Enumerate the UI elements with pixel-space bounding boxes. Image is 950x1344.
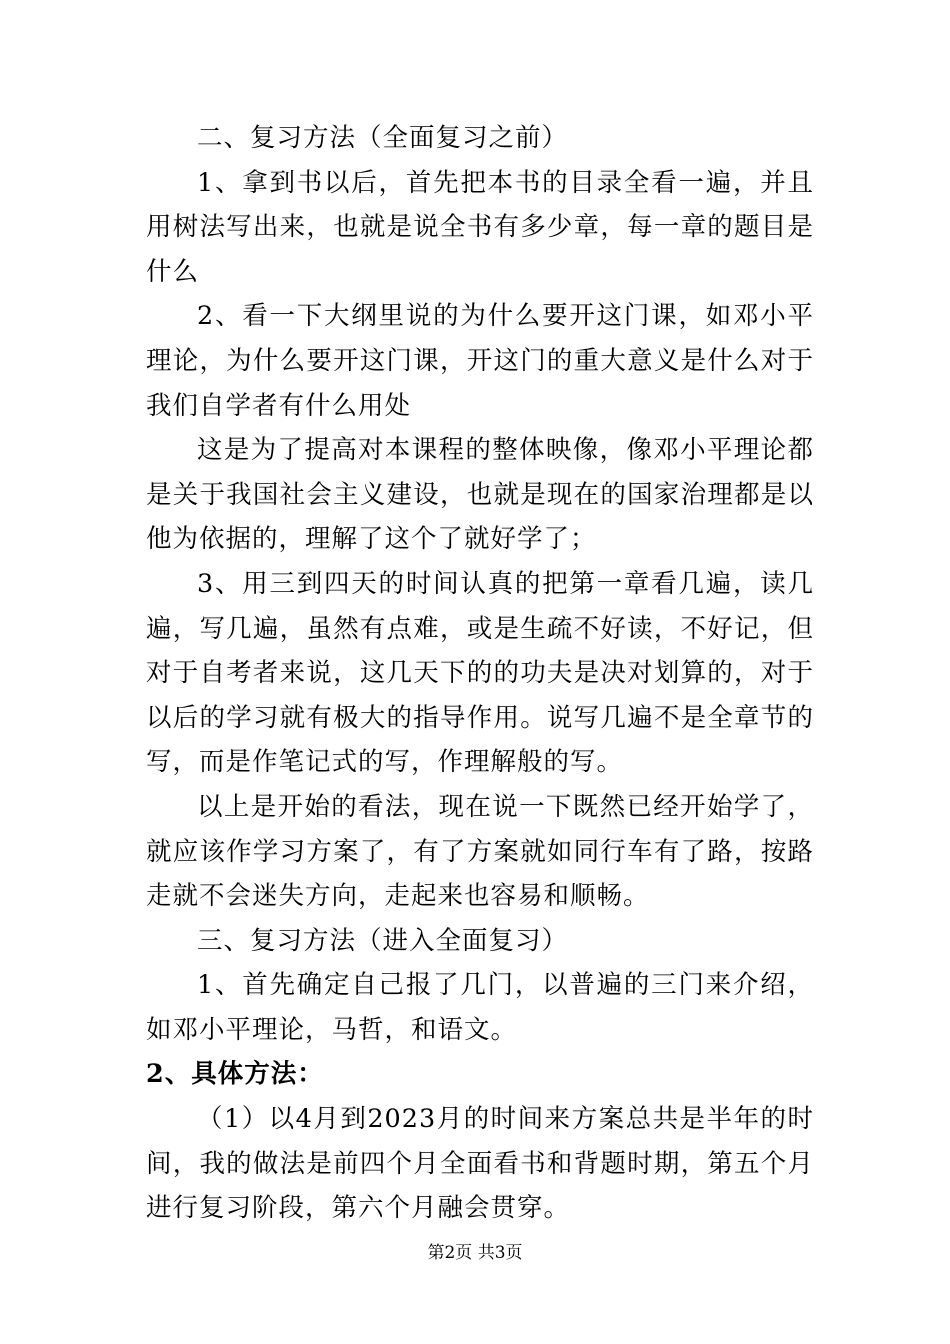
document-body	[146, 116, 814, 1231]
paragraph-step-3-first-chapter: 3、用三到四天的时间认真的把第一章看几遍，读几遍，写几遍，虽然有点难，或是生疏不好读，不好记，但对于自考者来说，这几天下的的功夫是决对划算的，对于以后的学习就有极大的指导作用。说写几遍不是全章节的写，而是作笔记式的写，作理解般的写。	[146, 568, 814, 778]
section-heading-review-before: 二、复习方法（全面复习之前）	[197, 123, 569, 153]
page-number-footer: 第2页 共3页	[427, 1243, 523, 1263]
paragraph-study-plan-intro: 以上是开始的看法，现在说一下既然已经开始学了，就应该作学习方案了，有了方案就如同行车有了路，按路走就不会迷失方向，走起来也容易和顺畅。	[146, 791, 814, 912]
section-heading-full-review: 三、复习方法（进入全面复习）	[197, 925, 569, 956]
paragraph-purpose-explanation: 这是为了提高对本课程的整体映像，像邓小平理论都是关于我国社会主义建设，也就是现在的国家治理都是以他为依据的，理解了这个了就好学了；	[146, 435, 814, 555]
subheading-specific-methods: 2、具体方法：	[146, 1059, 324, 1090]
paragraph-choose-subjects: 1、首先确定自己报了几门，以普遍的三门来介绍，如邓小平理论，马哲，和语文。	[146, 970, 814, 1045]
paragraph-step-1-table-of-contents: 1、拿到书以后，首先把本书的目录全看一遍，并且用树法写出来，也就是说全书有多少章，每一章的题目是什么	[146, 167, 814, 287]
paragraph-schedule-plan: （1）以4月到2023月的时间来方案总共是半年的时间，我的做法是前四个月全面看书和背题时期，第五个月进行复习阶段，第六个月融会贯穿。	[146, 1104, 814, 1224]
paragraph-step-2-syllabus: 2、看一下大纲里说的为什么要开这门课，如邓小平理论，为什么要开这门课，开这门的重大意义是什么对于我们自学者有什么用处	[146, 301, 814, 421]
